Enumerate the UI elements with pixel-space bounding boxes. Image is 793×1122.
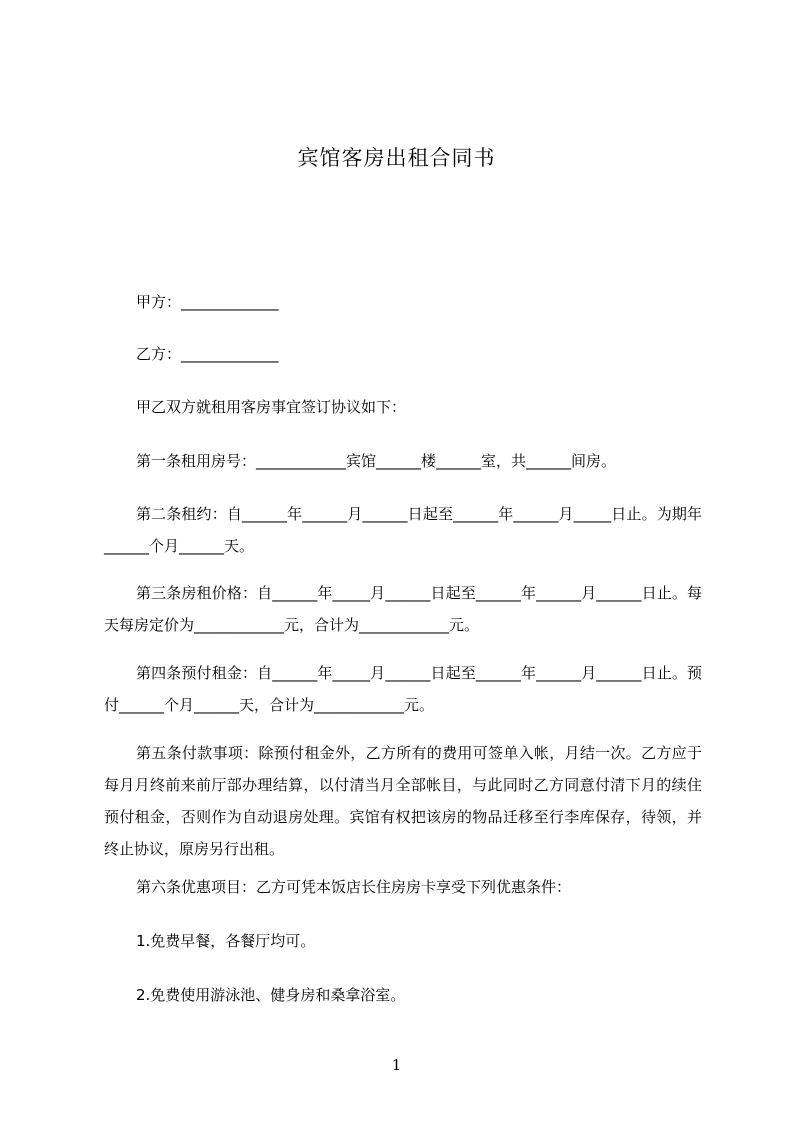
article-3: 第三条房租价格：自______年_____月______日起至______年______月______日止。每天每房定价为____________元，合计为____________元。 (104, 584, 702, 634)
article-2: 第二条租约：自______年______月______日起至______年______月_____日止。为期年______个月______天。 (104, 505, 702, 555)
article-6: 第六条优惠项目：乙方可凭本饭店长住房房卡享受下列优惠条件： (136, 878, 572, 896)
benefit-item-1: 1.免费早餐，各餐厅均可。 (136, 932, 316, 950)
article-5: 第五条付款事项：除预付租金外，乙方所有的费用可签单入帐，月结一次。乙方应于每月月终前来前厅部办理结算，以付清当月全部帐目，与此同时乙方同意付清下月的续住预付租金，否则作为自动退房处理。宾馆有权把该房的物品迁移至行李库保存，待领，并终止协议，原房另行出租。 (104, 744, 702, 858)
benefit-item-2: 2.免费使用游泳池、健身房和桑拿浴室。 (136, 986, 406, 1004)
party-a-line: 甲方：_____________ (136, 293, 279, 311)
document-title: 宾馆客房出租合同书 (297, 146, 496, 170)
article-1: 第一条租用房号：____________宾馆______楼______室，共______间房。 (136, 452, 617, 470)
page-number: 1 (391, 1056, 402, 1074)
article-4: 第四条预付租金：自______年_____月______日起至______年______月______日止。预付______个月______天，合计为____________元。 (104, 664, 702, 714)
party-b-line: 乙方：_____________ (136, 345, 279, 363)
intro-paragraph: 甲乙双方就租用客房事宜签订协议如下： (136, 398, 407, 416)
